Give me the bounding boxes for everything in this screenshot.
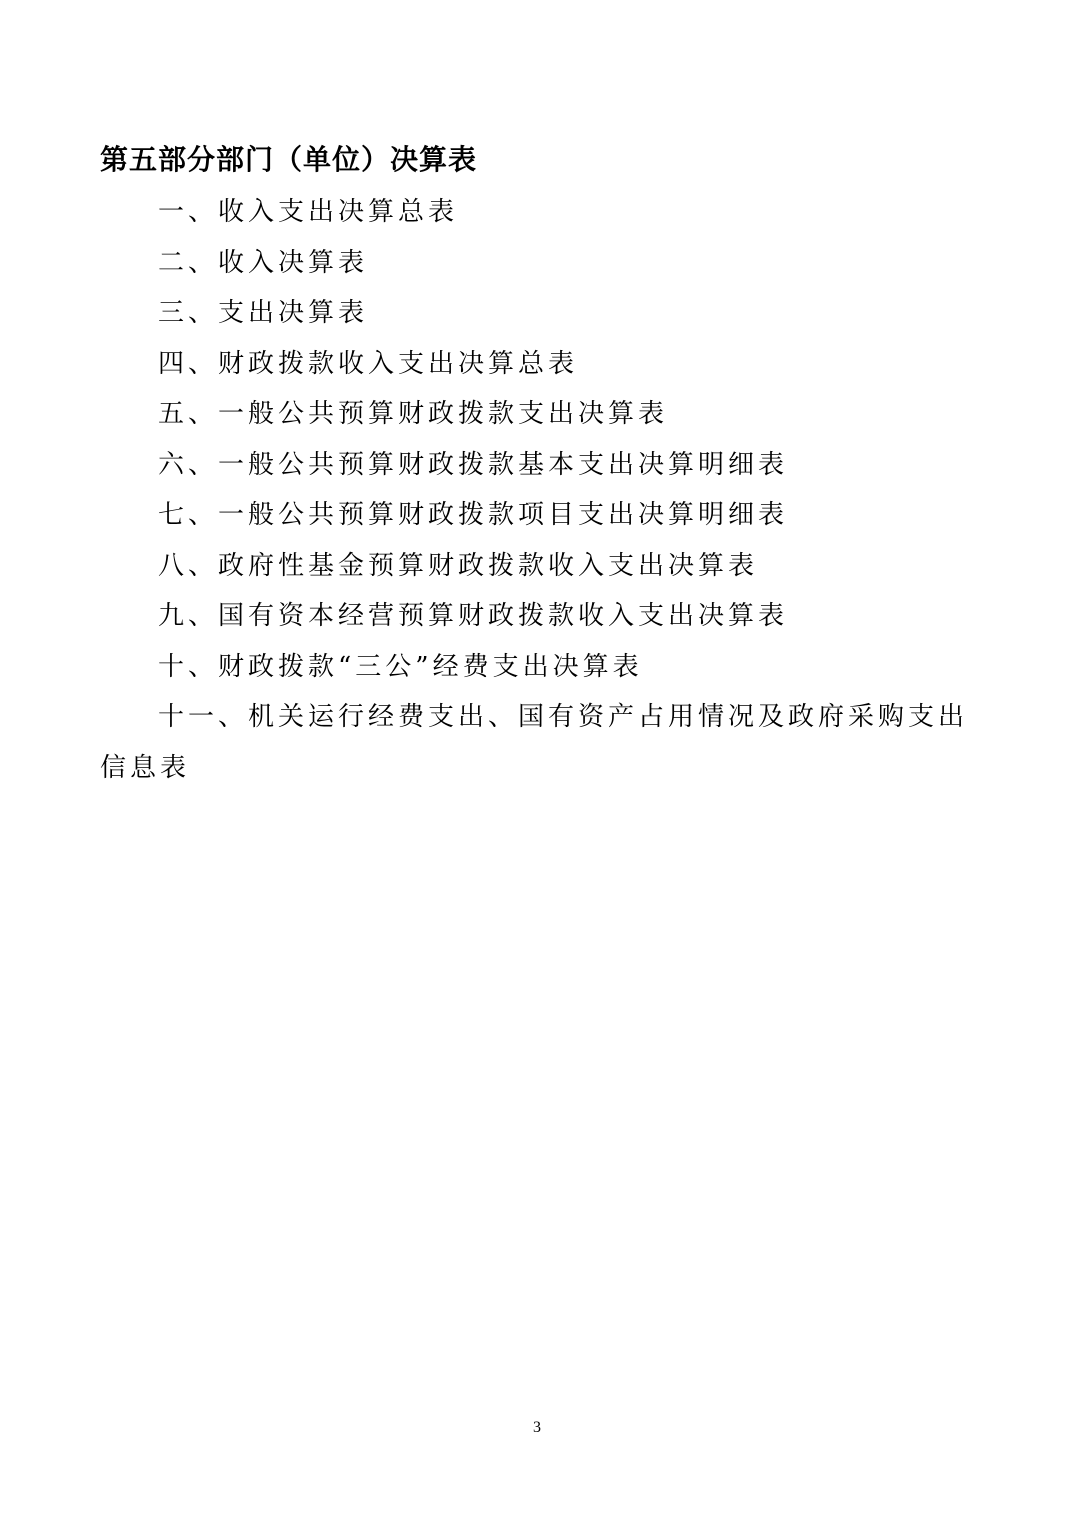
toc-item: 六、一般公共预算财政拨款基本支出决算明细表 [158, 449, 789, 480]
toc-item: 一、收入支出决算总表 [158, 197, 459, 227]
toc-item: 九、国有资本经营预算财政拨款收入支出决算表 [158, 601, 789, 631]
toc-item: 八、政府性基金预算财政拨款收入支出决算表 [158, 550, 759, 581]
toc-item: 十、财政拨款“三公”经费支出决算表 [158, 651, 643, 682]
toc-item: 三、支出决算表 [158, 298, 369, 328]
toc-item: 五、一般公共预算财政拨款支出决算表 [158, 399, 669, 429]
toc-item: 四、财政拨款收入支出决算总表 [158, 348, 579, 379]
toc-item: 七、一般公共预算财政拨款项目支出决算明细表 [158, 500, 789, 530]
section-title: 第五部分部门（单位）决算表 [100, 143, 478, 176]
page-number: 3 [533, 1419, 541, 1436]
table-of-contents [100, 187, 980, 793]
toc-item: 十一、机关运行经费支出、国有资产占用情况及政府采购支出信息表 [100, 702, 969, 783]
toc-item: 二、收入决算表 [158, 247, 369, 278]
